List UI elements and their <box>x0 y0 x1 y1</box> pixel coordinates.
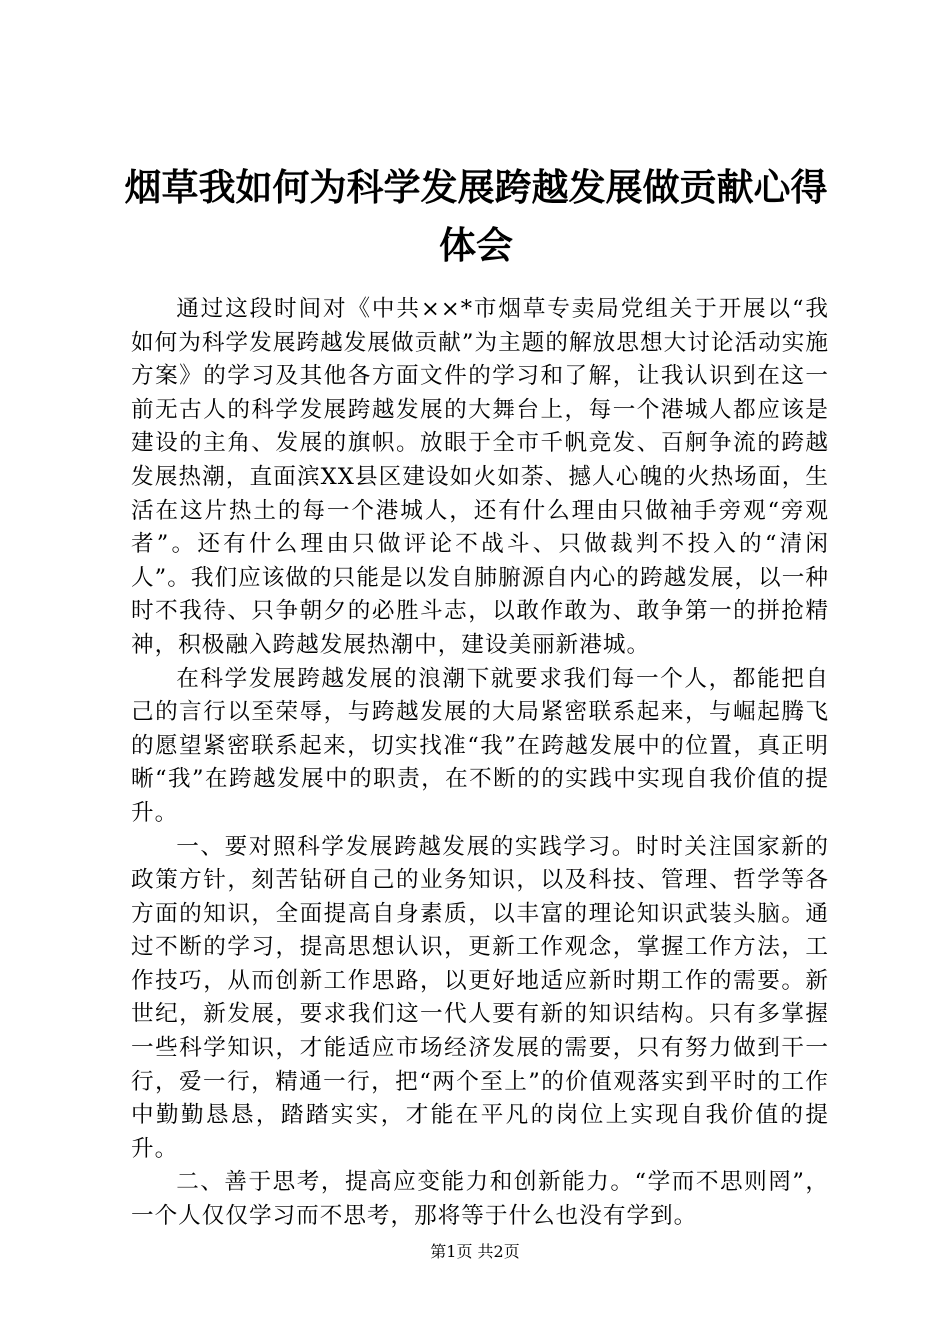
body-paragraph: 一、要对照科学发展跨越发展的实践学习。时时关注国家新的政策方针，刻苦钻研自己的业务知识，以及科技、管理、哲学等各方面的知识，全面提高自身素质，以丰富的理论知识武装头脑。通过不断的学习，提高思想认识，更新工作观念，掌握工作方法，工作技巧，从而创新工作思路，以更好地适应新时期工作的需要。新世纪，新发展，要求我们这一代人要有新的知识结构。只有多掌握一些科学知识，才能适应市场经济发展的需要，只有努力做到干一行，爱一行，精通一行，把“两个至上”的价值观落实到平时的工作中勤勤恳恳，踏踏实实，才能在平凡的岗位上实现自我价值的提升。 <box>131 833 829 1162</box>
body-paragraph: 二、善于思考，提高应变能力和创新能力。“学而不思则罔”，一个人仅仅学习而不思考，那将等于什么也没有学到。 <box>131 1169 829 1230</box>
document-title: 烟草我如何为科学发展跨越发展做贡献心得体会 <box>124 165 828 267</box>
document-body <box>131 293 829 1234</box>
body-paragraph: 通过这段时间对《中共××*市烟草专卖局党组关于开展以“我如何为科学发展跨越发展做贡献”为主题的解放思想大讨论活动实施方案》的学习及其他各方面文件的学习和了解，让我认识到在这一前无古人的科学发展跨越发展的大舞台上，每一个港城人都应该是建设的主角、发展的旗帜。放眼于全市千帆竞发、百舸争流的跨越发展热潮，直面滨XX县区建设如火如荼、撼人心魄的火热场面，生活在这片热土的每一个港城人，还有什么理由只做袖手旁观“旁观者”。还有什么理由只做评论不战斗、只做裁判不投入的“清闲人”。我们应该做的只能是以发自肺腑源自内心的跨越发展，以一种时不我待、只争朝夕的必胜斗志，以敢作敢为、敢争第一的拼抢精神，积极融入跨越发展热潮中，建设美丽新港城。 <box>131 296 829 658</box>
body-paragraph: 在科学发展跨越发展的浪潮下就要求我们每一个人，都能把自己的言行以至荣辱，与跨越发展的大局紧密联系起来，与崛起腾飞的愿望紧密联系起来，切实找准“我”在跨越发展中的位置，真正明晰“我”在跨越发展中的职责，在不断的的实践中实现自我价值的提升。 <box>131 665 829 826</box>
page-footer: 第1页 共2页 <box>430 1242 520 1261</box>
